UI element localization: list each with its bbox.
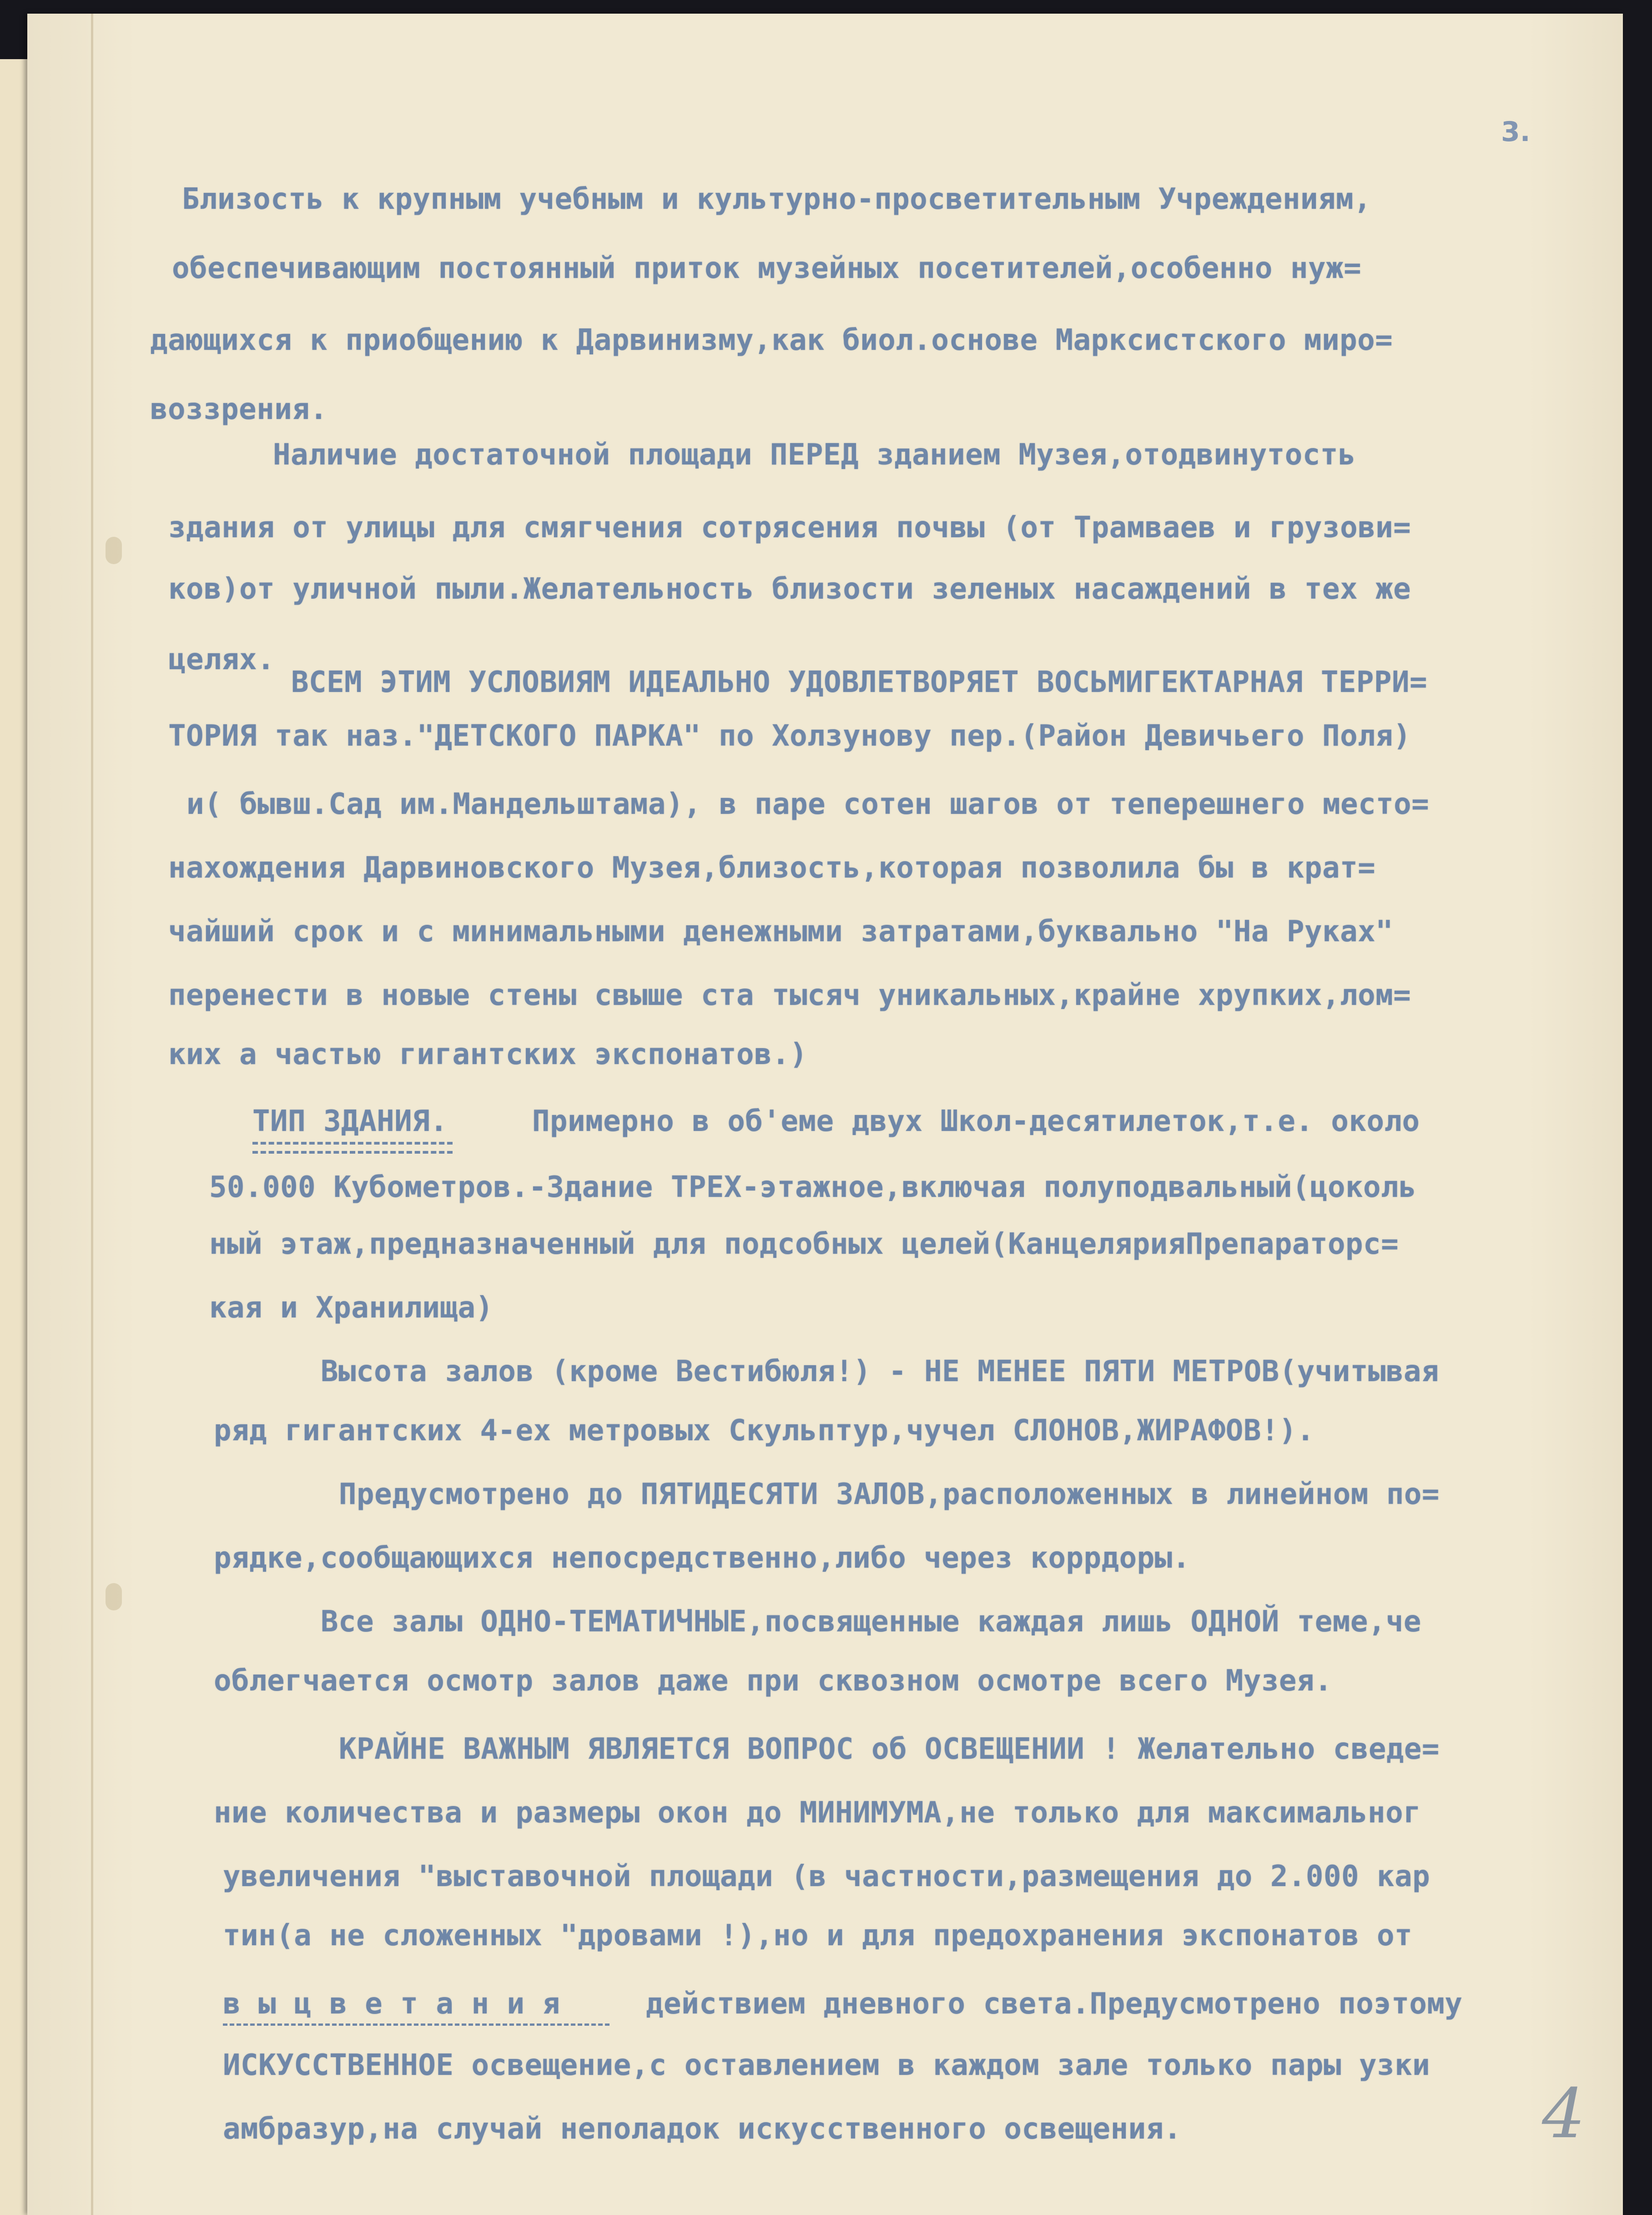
text-line: ние количества и размеры окон до МИНИМУМА,не только для максимальног — [214, 1796, 1421, 1830]
text-line: целях. — [168, 643, 275, 676]
text-line: КРАЙНЕ ВАЖНЫМ ЯВЛЯЕТСЯ ВОПРОС об ОСВЕЩЕНИИ ! Желательно сведе= — [339, 1732, 1440, 1766]
text-line: амбразур,на случай неполадок искусственного освещения. — [223, 2112, 1182, 2146]
heading-underline — [252, 1142, 453, 1145]
text-line: чайший срок и с минимальными денежными затратами,буквально "На Руках" — [168, 915, 1394, 949]
spaced-word-underline — [223, 2023, 609, 2026]
text-line: Предусмотрено до ПЯТИДЕСЯТИ ЗАЛОВ,расположенных в линейном по= — [339, 1478, 1440, 1511]
text-line: ВСЕМ ЭТИМ УСЛОВИЯМ ИДЕАЛЬНО УДОВЛЕТВОРЯЕТ ВОСЬМИГЕКТАРНАЯ ТЕРРИ= — [291, 666, 1427, 699]
page-fold — [91, 14, 93, 2215]
text-line: кая и Хранилища) — [209, 1291, 494, 1325]
spaced-word: в ы ц в е т а н и я — [223, 1987, 560, 2021]
text-line: увеличения "выставочной площади (в частности,размещения до 2.000 кар — [223, 1860, 1430, 1893]
text-line: рядке,сообщающихся непосредственно,либо через коррдоры. — [214, 1541, 1190, 1575]
text-line: ИСКУССТВЕННОЕ освещение,с оставлением в каждом зале только пары узки — [223, 2048, 1430, 2082]
text-line: Примерно в об'еме двух Школ-десятилеток,т.е. около — [532, 1105, 1420, 1138]
heading-underline — [252, 1151, 453, 1154]
section-heading: ТИП ЗДАНИЯ. — [252, 1105, 448, 1138]
text-line: воззрения. — [150, 393, 328, 426]
text-line: дающихся к приобщению к Дарвинизму,как биол.основе Марксистского миро= — [150, 323, 1393, 357]
text-line: здания от улицы для смягчения сотрясения почвы (от Трамваев и грузови= — [168, 511, 1411, 545]
text-line: перенести в новые стены свыше ста тысяч уникальных,крайне хрупких,лом= — [168, 979, 1411, 1012]
text-line: облегчается осмотр залов даже при сквозном осмотре всего Музея. — [214, 1664, 1332, 1698]
text-line: Высота залов (кроме Вестибюля!) - НЕ МЕНЕЕ ПЯТИ МЕТРОВ(учитывая — [321, 1355, 1439, 1388]
handwritten-page-number: 4 — [1542, 2074, 1586, 2154]
text-line: нахождения Дарвиновского Музея,близость,которая позволила бы в крат= — [168, 851, 1376, 885]
text-line: ряд гигантских 4-ех метровых Скульптур,чучел СЛОНОВ,ЖИРАФОВ!). — [214, 1414, 1315, 1448]
text-line: ков)от уличной пыли.Желательность близости зеленых насаждений в тех же — [168, 572, 1411, 606]
text-line: ТОРИЯ так наз."ДЕТСКОГО ПАРКА" по Холзунову пер.(Район Девичьего Поля) — [168, 719, 1411, 753]
corner-page-mark: 3. — [1501, 116, 1531, 148]
binder-hole — [106, 537, 122, 564]
text-line: ный этаж,предназначенный для подсобных целей(КанцелярияПрепараторс= — [209, 1227, 1399, 1261]
text-line: тин(а не сложенных "дровами !),но и для предохранения экспонатов от — [223, 1919, 1413, 1953]
text-line: обеспечивающим постоянный приток музейных посетителей,особенно нуж= — [172, 252, 1362, 285]
text-line: Все залы ОДНО-ТЕМАТИЧНЫЕ,посвященные каждая лишь ОДНОЙ теме,че — [321, 1605, 1421, 1639]
text-line: 50.000 Кубометров.-Здание ТРЕХ-этажное,включая полуподвальный(цоколь — [209, 1171, 1417, 1204]
text-line: ких а частью гигантских экспонатов.) — [168, 1038, 808, 1071]
binder-hole — [106, 1583, 122, 1610]
text-line: Близость к крупным учебным и культурно-просветительным Учреждениям, — [182, 182, 1372, 216]
text-line: и( бывш.Сад им.Мандельштама), в паре сотен шагов от теперешнего место= — [186, 787, 1430, 821]
text-line: действием дневного света.Предусмотрено поэтому — [646, 1987, 1463, 2021]
text-line: Наличие достаточной площади ПЕРЕД зданием Музея,отодвинутость — [273, 438, 1356, 472]
